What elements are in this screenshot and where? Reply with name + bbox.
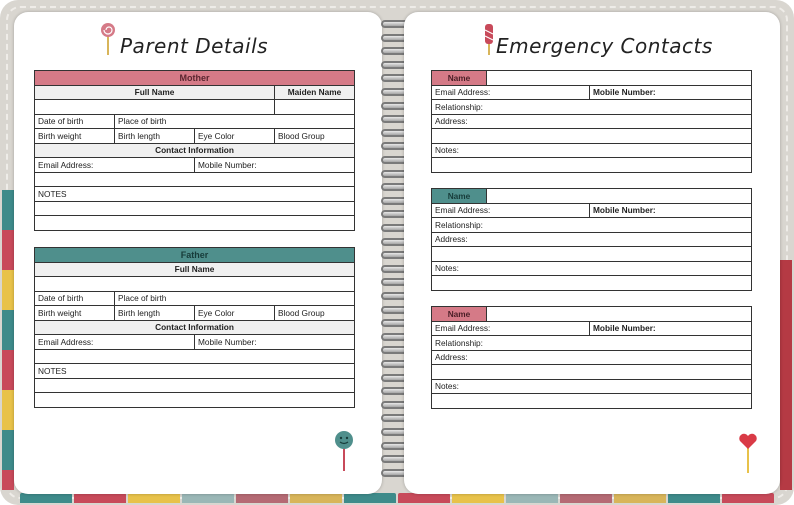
contact-notes-line[interactable]: [432, 276, 752, 291]
contact-blank-row[interactable]: [35, 172, 355, 187]
contact-notes-line[interactable]: [432, 394, 752, 409]
contact-notes-label: Notes:: [432, 379, 752, 394]
contact-mobile-label: Mobile Number:: [590, 85, 752, 100]
eye-color-label: Eye Color: [195, 306, 275, 321]
mobile-label: Mobile Number:: [195, 335, 355, 350]
blood-group-label: Blood Group: [275, 306, 355, 321]
contact-relationship-label: Relationship:: [432, 336, 752, 351]
contact-name-label: Name: [432, 189, 487, 204]
father-header: Father: [35, 248, 355, 263]
birth-weight-label: Birth weight: [35, 306, 115, 321]
lollipop-heart-icon: [738, 432, 758, 474]
lollipop-red-icon: [484, 22, 494, 56]
mobile-label: Mobile Number:: [195, 158, 355, 173]
birth-length-label: Birth length: [115, 306, 195, 321]
notes-line[interactable]: [35, 216, 355, 231]
contact-notes-label: Notes:: [432, 261, 752, 276]
contact-address-label: Address:: [432, 114, 752, 129]
full-name-field[interactable]: [35, 277, 355, 292]
contact-address-line[interactable]: [432, 365, 752, 380]
contact-mobile-label: Mobile Number:: [590, 321, 752, 336]
page-title: Parent Details: [120, 34, 269, 58]
email-label: Email Address:: [35, 335, 195, 350]
dob-label: Date of birth: [35, 114, 115, 129]
contact-name-label: Name: [432, 71, 487, 86]
notes-line[interactable]: [35, 378, 355, 393]
contact-notes-line[interactable]: [432, 158, 752, 173]
dob-label: Date of birth: [35, 291, 115, 306]
right-page-tab: [780, 260, 792, 490]
contact-notes-label: Notes:: [432, 143, 752, 158]
lollipop-smiley-icon: [334, 430, 354, 472]
emergency-contact-card: [431, 188, 752, 291]
eye-color-label: Eye Color: [195, 129, 275, 144]
notes-label: NOTES: [35, 187, 355, 202]
contact-address-line[interactable]: [432, 247, 752, 262]
page-title: Emergency Contacts: [496, 34, 713, 58]
birth-weight-label: Birth weight: [35, 129, 115, 144]
left-page-tabs: [2, 190, 14, 490]
contact-info-label: Contact Information: [35, 143, 355, 158]
bottom-page-tabs: [20, 493, 774, 503]
pob-label: Place of birth: [115, 291, 355, 306]
notes-line[interactable]: [35, 201, 355, 216]
contact-info-label: Contact Information: [35, 320, 355, 335]
father-form: [34, 247, 355, 408]
contact-email-label: Email Address:: [432, 321, 590, 336]
email-label: Email Address:: [35, 158, 195, 173]
birth-length-label: Birth length: [115, 129, 195, 144]
contact-name-field[interactable]: [487, 307, 752, 322]
mother-header: Mother: [35, 71, 355, 86]
full-name-label: Full Name: [35, 262, 355, 277]
contact-name-label: Name: [432, 307, 487, 322]
notes-line[interactable]: [35, 393, 355, 408]
pob-label: Place of birth: [115, 114, 355, 129]
notes-label: NOTES: [35, 364, 355, 379]
contact-blank-row[interactable]: [35, 349, 355, 364]
blood-group-label: Blood Group: [275, 129, 355, 144]
mother-form: [34, 70, 355, 231]
contact-name-field[interactable]: [487, 71, 752, 86]
contact-address-label: Address:: [432, 232, 752, 247]
maiden-name-label: Maiden Name: [275, 85, 355, 100]
contact-email-label: Email Address:: [432, 85, 590, 100]
lollipop-pink-icon: [100, 22, 116, 56]
contact-address-line[interactable]: [432, 129, 752, 144]
contact-address-label: Address:: [432, 350, 752, 365]
contact-mobile-label: Mobile Number:: [590, 203, 752, 218]
contact-email-label: Email Address:: [432, 203, 590, 218]
contact-relationship-label: Relationship:: [432, 218, 752, 233]
maiden-name-field[interactable]: [275, 100, 355, 115]
emergency-contact-card: [431, 306, 752, 409]
full-name-label: Full Name: [35, 85, 275, 100]
emergency-contact-card: [431, 70, 752, 173]
parent-details-page: [14, 12, 382, 494]
full-name-field[interactable]: [35, 100, 275, 115]
contact-name-field[interactable]: [487, 189, 752, 204]
contact-relationship-label: Relationship:: [432, 100, 752, 115]
emergency-contacts-page: [404, 12, 780, 494]
